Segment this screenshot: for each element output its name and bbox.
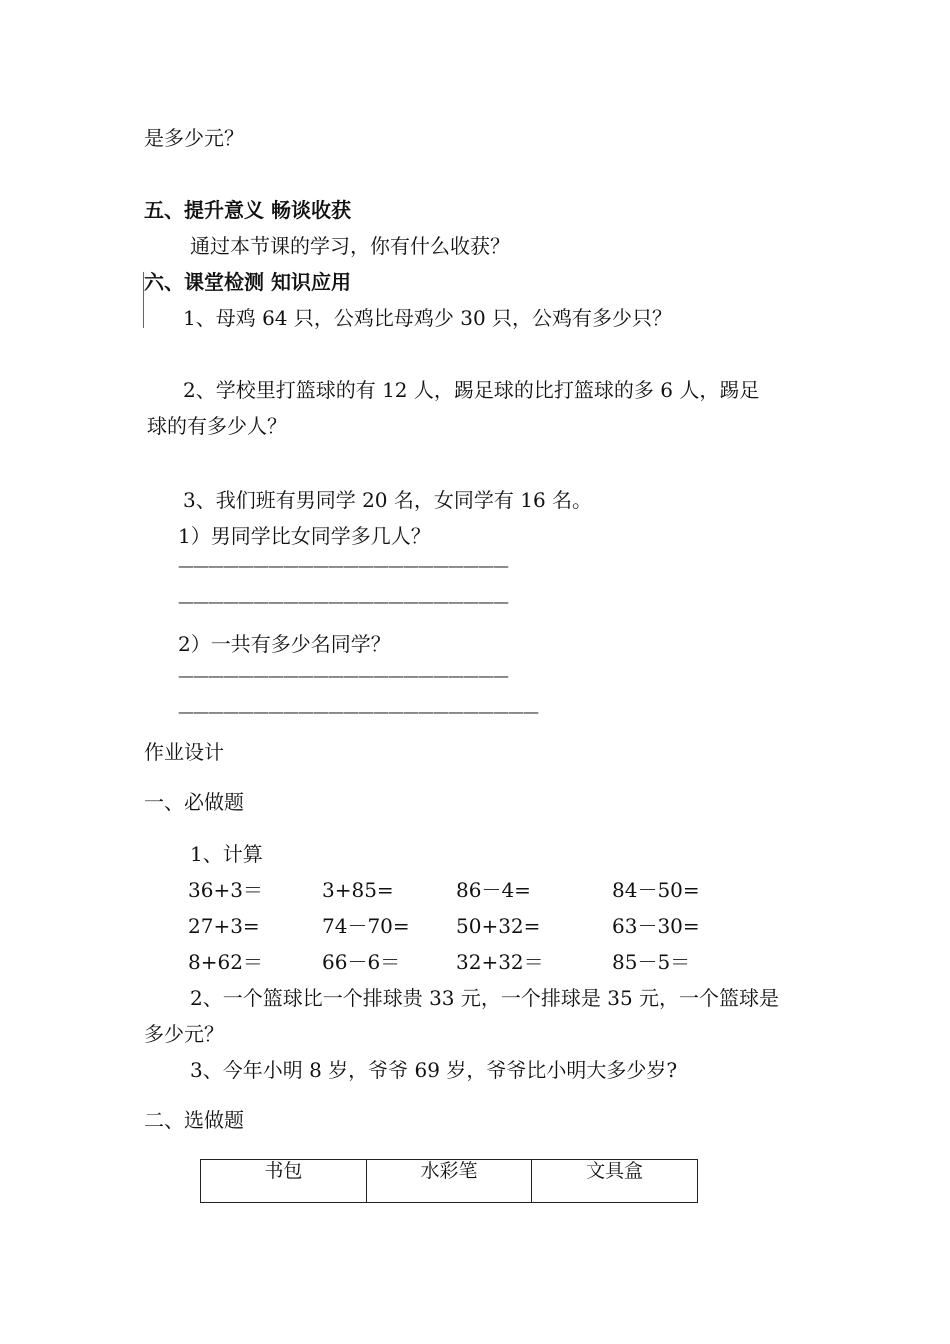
- calc-heading: 1、计算: [190, 842, 263, 866]
- homework-q2-line2: 多少元？: [144, 1022, 224, 1046]
- table-cell-bag: 书包: [201, 1160, 367, 1203]
- section6-heading: 六、课堂检测 知识应用: [144, 270, 351, 294]
- calc-item: 32+32＝: [456, 950, 544, 974]
- question-3-sub2: 2）一共有多少名同学？: [178, 632, 391, 656]
- homework-q3: 3、今年小明 8 岁，爷爷 69 岁，爷爷比小明大多少岁?: [190, 1058, 678, 1082]
- calc-item: 50+32=: [456, 914, 541, 938]
- margin-bar: [143, 272, 144, 328]
- calc-item: 66－6＝: [322, 950, 401, 974]
- question-2-line1: 2、学校里打篮球的有 12 人，踢足球的比打篮球的多 6 人，踢足: [183, 378, 760, 402]
- calc-item: 8+62＝: [188, 950, 263, 974]
- calc-item: 84－50=: [612, 878, 700, 902]
- table-cell-watercolor-pens: 水彩笔: [366, 1160, 532, 1203]
- calc-item: 86－4=: [456, 878, 531, 902]
- section5-text: 通过本节课的学习，你有什么收获？: [190, 234, 510, 258]
- question-3: 3、我们班有男同学 20 名，女同学有 16 名。: [183, 488, 593, 512]
- question-2-line2: 球的有多少人？: [147, 414, 287, 438]
- homework-part1-heading: 一、必做题: [144, 790, 244, 814]
- top-fragment: 是多少元？: [144, 126, 244, 150]
- answer-blank-3: ——————————————————————: [178, 666, 508, 685]
- table-row: [201, 1160, 698, 1203]
- homework-q2-line1: 2、一个篮球比一个排球贵 33 元，一个排球是 35 元，一个篮球是: [190, 986, 780, 1010]
- answer-blank-4: ————————————————————————: [178, 702, 538, 721]
- price-table: [200, 1159, 698, 1203]
- section5-heading: 五、提升意义 畅谈收获: [144, 198, 351, 222]
- homework-title: 作业设计: [144, 740, 224, 764]
- calc-item: 63－30=: [612, 914, 700, 938]
- question-3-sub1: 1）男同学比女同学多几人？: [178, 524, 431, 548]
- calc-item: 74－70=: [322, 914, 410, 938]
- calc-item: 3+85=: [322, 878, 394, 902]
- calc-item: 36+3＝: [188, 878, 263, 902]
- table-cell-pencil-case: 文具盒: [532, 1160, 698, 1203]
- answer-blank-2: ——————————————————————: [178, 592, 508, 611]
- calc-item: 27+3=: [188, 914, 260, 938]
- question-1: 1、母鸡 64 只，公鸡比母鸡少 30 只，公鸡有多少只？: [183, 306, 673, 330]
- answer-blank-1: ——————————————————————: [178, 556, 508, 575]
- homework-part2-heading: 二、选做题: [144, 1108, 244, 1132]
- calc-item: 85－5＝: [612, 950, 691, 974]
